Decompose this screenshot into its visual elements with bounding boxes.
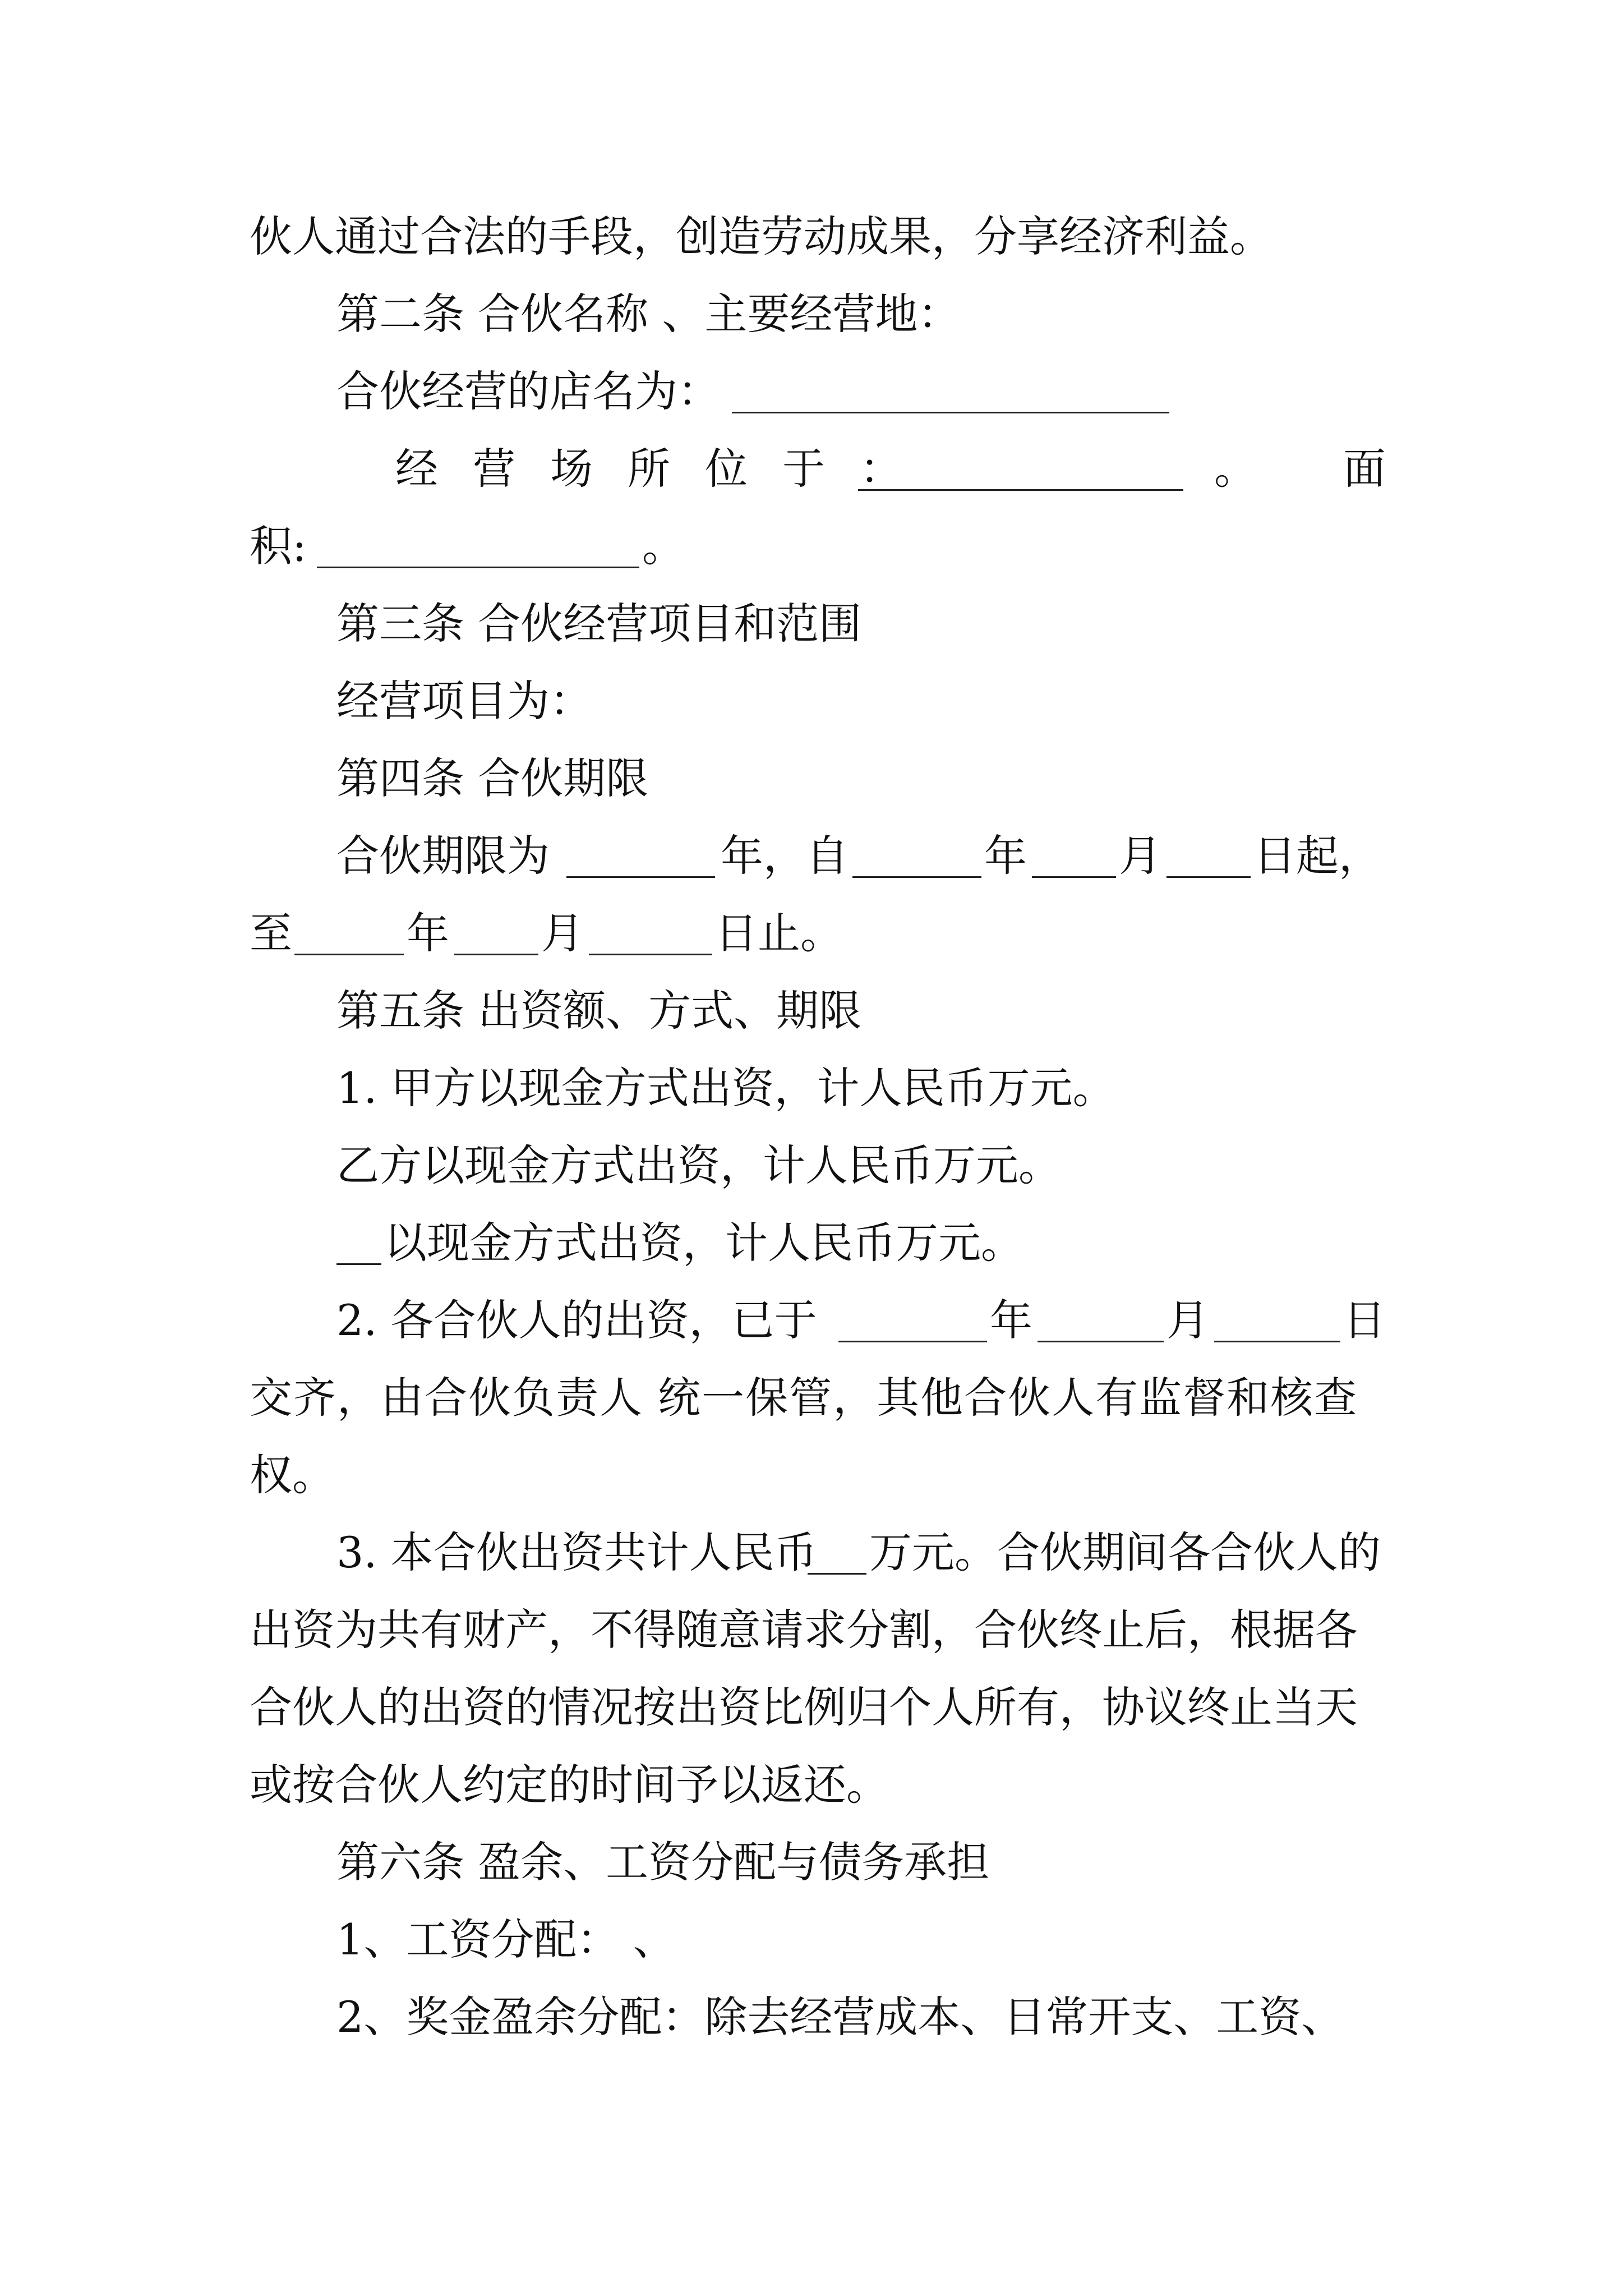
text: 出资为共有财产，不得随意请求分割，合伙终止后，根据各	[250, 1605, 1358, 1655]
text: 面	[1343, 444, 1386, 494]
text: 至	[250, 908, 292, 958]
paragraph-line	[0, 1984, 1623, 2051]
text: 经营项目为：	[336, 676, 592, 726]
text: 或按合伙人约定的时间予以返还。	[250, 1760, 889, 1810]
article-heading	[0, 280, 1623, 348]
fill-in-blank[interactable]	[317, 567, 639, 568]
text: 月	[541, 908, 584, 958]
fill-in-blank[interactable]	[566, 876, 715, 878]
text: 交齐，由合伙负责人 统一保管，其他合伙人有监督和核查	[250, 1373, 1358, 1423]
punctuation: 。	[1214, 444, 1257, 494]
paragraph-line	[0, 1596, 1623, 1664]
fill-in-blank[interactable]	[1166, 876, 1251, 878]
paragraph-line	[0, 1442, 1623, 1509]
fill-in-blank[interactable]	[838, 1341, 987, 1342]
fill-in-blank[interactable]	[852, 876, 981, 878]
fill-in-blank[interactable]	[294, 954, 404, 955]
text: 第五条 出资额、方式、期限	[336, 986, 862, 1036]
paragraph-line	[0, 1751, 1623, 1819]
text: 日止。	[715, 908, 843, 958]
text: 合伙期限为	[336, 831, 550, 881]
text: 月	[1119, 831, 1161, 881]
text: 年，自	[721, 831, 849, 881]
text: 2、奖金盈余分配：除去经营成本、日常开支、工资、	[336, 1992, 1344, 2042]
fill-in-blank[interactable]	[454, 954, 538, 955]
text: 日	[1343, 1295, 1386, 1345]
paragraph-line	[0, 1906, 1623, 1973]
paragraph-line	[0, 513, 1623, 580]
label: 积:	[250, 521, 307, 571]
text: 3. 本合伙出资共计人民币	[336, 1527, 817, 1577]
fill-in-blank[interactable]	[732, 412, 1169, 413]
paragraph-line	[0, 358, 1623, 425]
article-heading	[0, 590, 1623, 657]
paragraph-line	[0, 1364, 1623, 1432]
text: 年	[990, 1295, 1032, 1345]
text: 日起，	[1253, 831, 1381, 881]
text: 2. 各合伙人的出资，已于	[336, 1295, 817, 1345]
paragraph-line	[0, 435, 1623, 503]
label: 经营场所位于：	[395, 444, 937, 494]
fill-in-blank[interactable]	[589, 954, 712, 955]
text: 第二条 合伙名称 、主要经营地：	[336, 289, 961, 339]
paragraph-line	[0, 668, 1623, 735]
label: 合伙经营的店名为：	[336, 366, 720, 416]
paragraph-line	[0, 1209, 1623, 1277]
paragraph-line	[0, 822, 1623, 890]
text: 1、工资分配： 、	[336, 1915, 676, 1964]
article-heading	[0, 1829, 1623, 1896]
text: 第三条 合伙经营项目和范围	[336, 599, 862, 648]
paragraph-line	[0, 1674, 1623, 1741]
text: 第六条 盈余、工资分配与债务承担	[336, 1837, 990, 1887]
text: 万元。合伙期间各合伙人的	[869, 1527, 1381, 1577]
text: 合伙人的出资的情况按出资比例归个人所有，协议终止当天	[250, 1682, 1358, 1732]
fill-in-blank[interactable]	[1038, 1341, 1164, 1342]
fill-in-blank[interactable]	[808, 1573, 866, 1575]
paragraph-line	[0, 900, 1623, 967]
text: 1. 甲方以现金方式出资，计人民币万元。	[336, 1063, 1115, 1113]
fill-in-blank[interactable]	[858, 489, 1183, 491]
text: 乙方以现金方式出资，计人民币万元。	[336, 1140, 1061, 1190]
punctuation: 。	[642, 521, 685, 571]
fill-in-blank[interactable]	[336, 1263, 381, 1265]
text: 月	[1166, 1295, 1209, 1345]
text: 年	[984, 831, 1027, 881]
article-heading	[0, 977, 1623, 1045]
text: 年	[407, 908, 449, 958]
paragraph-line	[0, 1287, 1623, 1354]
paragraph-line	[0, 1132, 1623, 1199]
text: 权。	[250, 1450, 335, 1500]
fill-in-blank[interactable]	[1214, 1341, 1340, 1342]
article-heading	[0, 745, 1623, 812]
paragraph-line	[0, 1055, 1623, 1122]
text: 第四条 合伙期限	[336, 753, 649, 803]
text: 伙人通过合法的手段，创造劳动成果，分享经济利益。	[250, 211, 1272, 261]
fill-in-blank[interactable]	[1032, 876, 1116, 878]
text: 以现金方式出资，计人民币万元。	[384, 1218, 1023, 1268]
paragraph-line	[0, 203, 1623, 270]
paragraph-line	[0, 1519, 1623, 1586]
